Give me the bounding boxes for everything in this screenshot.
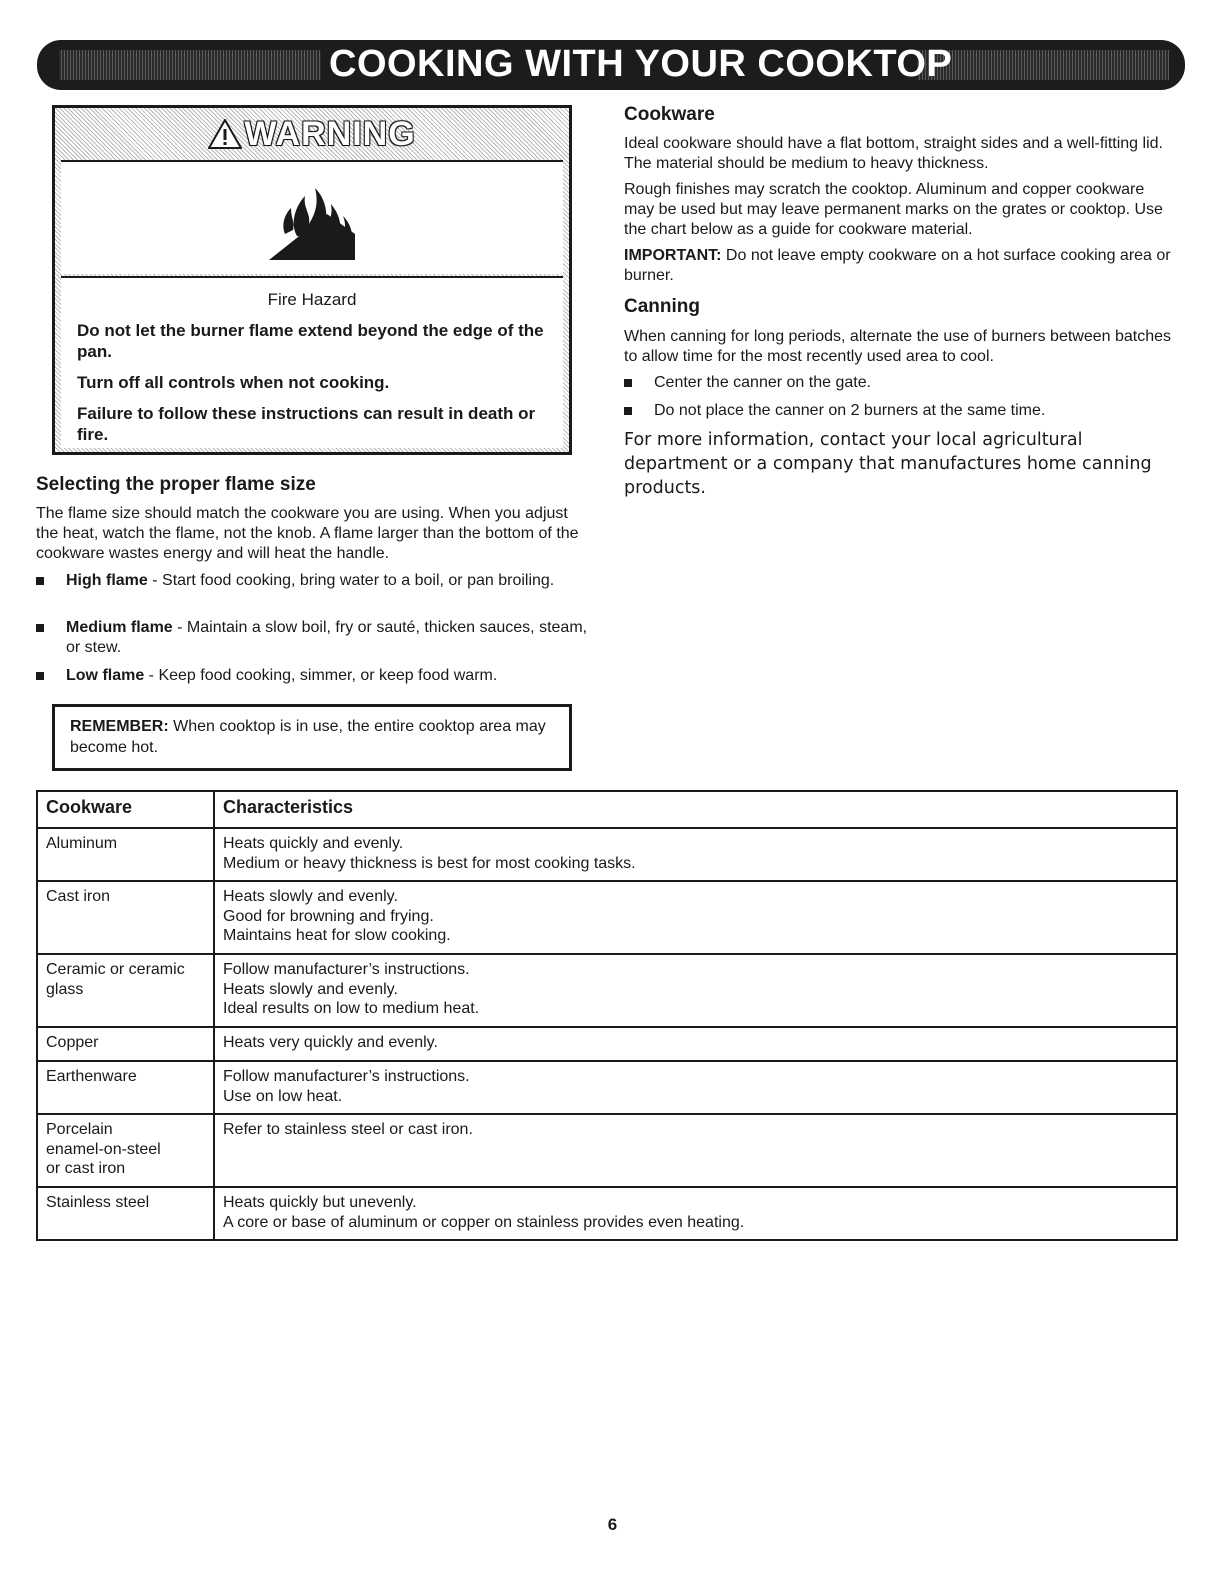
header-banner — [37, 40, 1185, 90]
cookware-paragraph: Rough finishes may scratch the cooktop. Aluminum and copper cookware may be used but may leave permanent marks on the grates or cooktop. Use the chart below as a guide for cookware material. — [624, 181, 1163, 238]
warning-line: Turn off all controls when not cooking. — [77, 373, 390, 392]
remember-text: When cooktop is in use, the entire cooktop area may become hot. — [70, 718, 546, 756]
important-label: IMPORTANT: — [624, 247, 722, 264]
more-info-text: For more information, contact your local agricultural department or a company that manufactures home canning products. — [624, 430, 1152, 498]
remember-box — [52, 704, 572, 771]
bullet-icon — [36, 577, 44, 585]
warning-line: Do not let the burner flame extend beyond the edge of the pan. — [77, 321, 544, 361]
bullet-text: - Start food cooking, bring water to a boil, or pan broiling. — [147, 572, 555, 589]
bullet-text: Center the canner on the gate. — [654, 374, 872, 391]
table-row — [37, 1061, 1177, 1114]
important-note — [624, 246, 1174, 286]
characteristics-cell: Heats slowly and evenly. Good for browning and frying. Maintains heat for slow cooking. — [214, 881, 1177, 954]
cookware-cell: Stainless steel — [37, 1187, 214, 1240]
characteristics-cell: Refer to stainless steel or cast iron. — [214, 1114, 1177, 1187]
cookware-table — [36, 790, 1178, 1241]
cookware-paragraph: Ideal cookware should have a flat bottom, straight sides and a well-fitting lid. The material should be medium to heavy thickness. — [624, 135, 1163, 172]
bullet-text: - Keep food cooking, simmer, or keep food warm. — [144, 667, 498, 684]
canning-heading: Canning — [624, 296, 700, 317]
table-row — [37, 1027, 1177, 1061]
characteristics-cell: Follow manufacturer’s instructions. Use on low heat. — [214, 1061, 1177, 1114]
bullet-text: Do not place the canner on 2 burners at the same time. — [654, 402, 1046, 419]
table-row — [37, 881, 1177, 954]
cookware-heading: Cookware — [624, 104, 715, 125]
warning-text-panel — [61, 276, 563, 448]
table-row — [37, 954, 1177, 1027]
cookware-cell: Aluminum — [37, 828, 214, 881]
list-item — [624, 373, 1174, 393]
table-header-row — [37, 791, 1177, 828]
remember-label: REMEMBER: — [70, 718, 169, 735]
bullet-icon — [624, 407, 632, 415]
warning-banner — [55, 108, 569, 160]
warning-triangle-icon — [208, 119, 242, 149]
bullet-icon — [36, 672, 44, 680]
cookware-cell: Earthenware — [37, 1061, 214, 1114]
important-text: Do not leave empty cookware on a hot surface cooking area or burner. — [624, 247, 1171, 284]
characteristics-cell: Heats quickly and evenly. Medium or heavy thickness is best for most cooking tasks. — [214, 828, 1177, 881]
bullet-label: High flame — [66, 572, 148, 589]
cookware-cell: Ceramic or ceramic glass — [37, 954, 214, 1027]
fire-icon — [267, 174, 357, 264]
warning-box — [52, 105, 572, 455]
column-header-cookware: Cookware — [37, 791, 214, 828]
characteristics-cell: Heats quickly but unevenly. A core or base of aluminum or copper on stainless provides even heating. — [214, 1187, 1177, 1240]
bullet-label: Low flame — [66, 667, 145, 684]
bullet-icon — [624, 379, 632, 387]
column-header-characteristics: Characteristics — [214, 791, 1177, 828]
warning-icon-panel — [61, 160, 563, 274]
warning-label: WARNING — [244, 114, 416, 153]
cookware-cell: Cast iron — [37, 881, 214, 954]
table-row — [37, 828, 1177, 881]
warning-line: Failure to follow these instructions can result in death or fire. — [77, 404, 536, 444]
cookware-cell: Porcelain enamel-on-steel or cast iron — [37, 1114, 214, 1187]
canning-intro: When canning for long periods, alternate the use of burners between batches to allow time for the most recently used area to cool. — [624, 328, 1172, 365]
flame-section-heading: Selecting the proper flame size — [36, 474, 316, 495]
page-title: COOKING WITH YOUR COOKTOP — [329, 43, 953, 85]
bullet-label: Medium flame — [66, 619, 173, 636]
list-item — [36, 666, 596, 686]
bullet-text: - Maintain a slow boil, fry or sauté, thicken sauces, steam, or stew. — [66, 619, 588, 656]
characteristics-cell: Follow manufacturer’s instructions. Heats slowly and evenly. Ideal results on low to medium heat. — [214, 954, 1177, 1027]
header-stripe-right — [917, 50, 1169, 80]
cookware-cell: Copper — [37, 1027, 214, 1061]
table-row — [37, 1187, 1177, 1240]
list-item — [36, 571, 596, 591]
list-item — [624, 401, 1174, 421]
page-number: 6 — [607, 1515, 618, 1534]
flame-section-intro: The flame size should match the cookware you are using. When you adjust the heat, watch the flame, not the knob. A flame larger than the bottom of the cookware wastes energy and will heat the handle. — [36, 505, 579, 562]
characteristics-cell: Heats very quickly and evenly. — [214, 1027, 1177, 1061]
hazard-title: Fire Hazard — [267, 290, 357, 309]
list-item — [36, 618, 596, 658]
bullet-icon — [36, 624, 44, 632]
table-row — [37, 1114, 1177, 1187]
header-stripe-left — [59, 50, 321, 80]
